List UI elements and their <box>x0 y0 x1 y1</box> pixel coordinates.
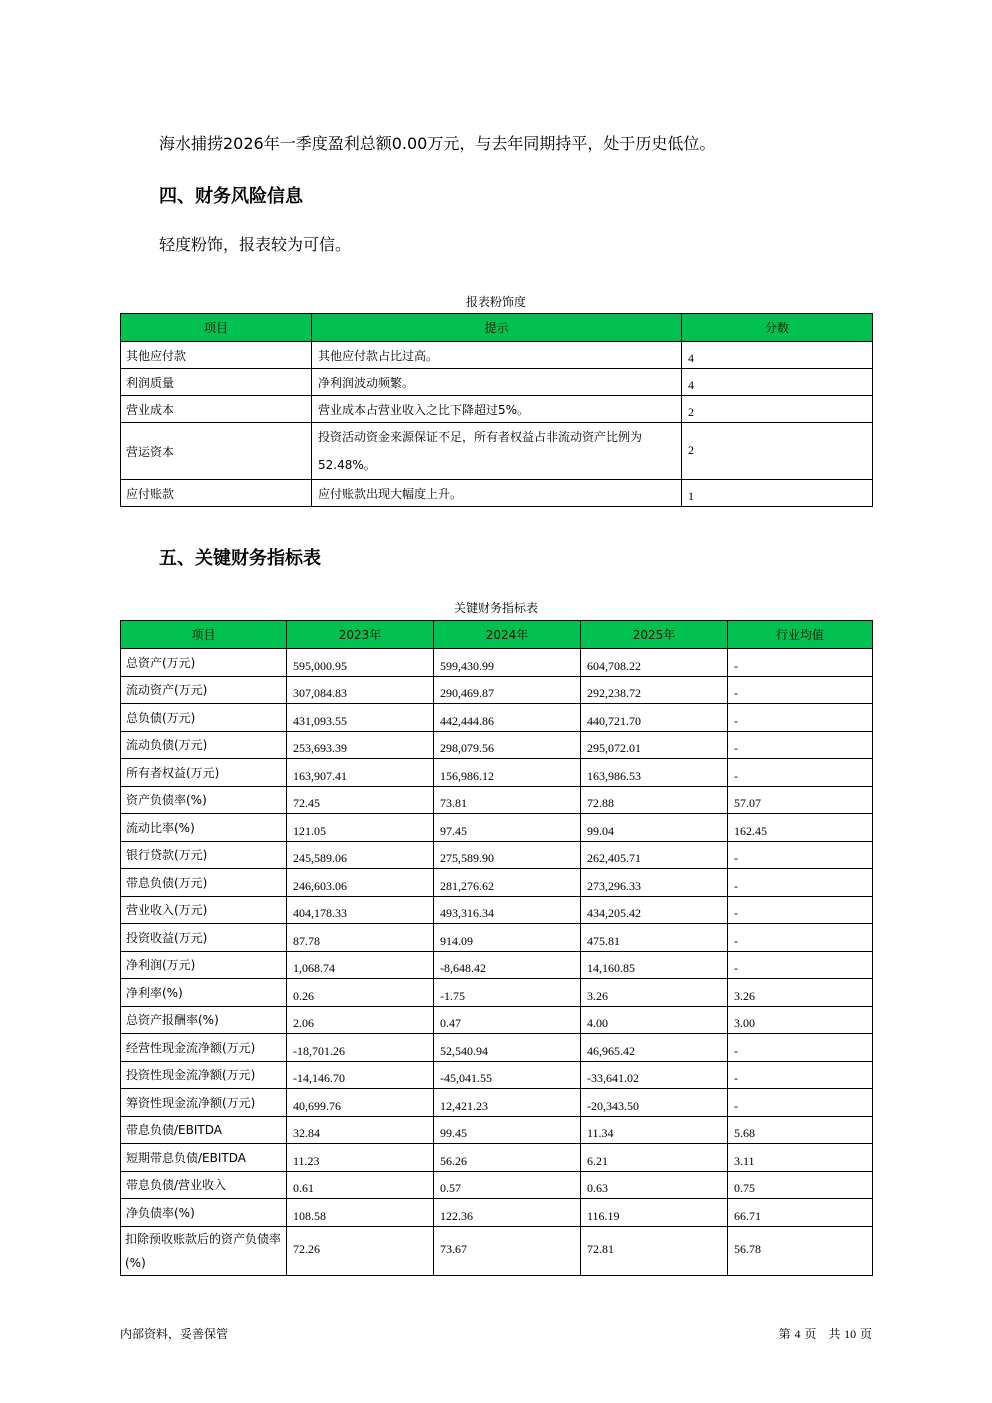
key-item: 短期带息负债/EBITDA <box>121 1144 287 1172</box>
table-row <box>121 1061 873 1089</box>
industry-average: - <box>728 676 873 704</box>
page-prefix: 第 <box>778 1327 791 1341</box>
value-2025: 295,072.01 <box>581 731 728 759</box>
industry-average: 5.68 <box>728 1116 873 1144</box>
key-item: 流动负债(万元) <box>121 731 287 759</box>
value-2025: 475.81 <box>581 924 728 952</box>
key-item: 总负债(万元) <box>121 704 287 732</box>
page-total: 10 <box>844 1327 857 1341</box>
key-header-industry-avg: 行业均值 <box>728 621 873 649</box>
value-2025: 163,986.53 <box>581 759 728 787</box>
table-row <box>121 676 873 704</box>
value-2024: 73.81 <box>434 786 581 814</box>
industry-average: 56.78 <box>728 1226 873 1275</box>
key-header-2024: 2024年 <box>434 621 581 649</box>
table-row <box>121 1226 873 1275</box>
value-2023: 0.26 <box>287 979 434 1007</box>
value-2024: 914.09 <box>434 924 581 952</box>
table-row <box>121 1116 873 1144</box>
value-2024: 298,079.56 <box>434 731 581 759</box>
industry-average: 57.07 <box>728 786 873 814</box>
value-2023: 11.23 <box>287 1144 434 1172</box>
risk-header-hint: 提示 <box>312 314 682 342</box>
table-row <box>121 731 873 759</box>
value-2025: 11.34 <box>581 1116 728 1144</box>
value-2025: 0.63 <box>581 1171 728 1199</box>
industry-average: - <box>728 1034 873 1062</box>
value-2024: 0.57 <box>434 1171 581 1199</box>
key-item: 所有者权益(万元) <box>121 759 287 787</box>
value-2024: 56.26 <box>434 1144 581 1172</box>
value-2024: 281,276.62 <box>434 869 581 897</box>
key-item: 总资产(万元) <box>121 649 287 677</box>
value-2023: 32.84 <box>287 1116 434 1144</box>
key-table-caption: 关键财务指标表 <box>453 601 538 615</box>
table-row <box>121 1144 873 1172</box>
value-2025: 99.04 <box>581 814 728 842</box>
industry-average: - <box>728 924 873 952</box>
key-item: 总资产报酬率(%) <box>121 1006 287 1034</box>
value-2025: 273,296.33 <box>581 869 728 897</box>
key-item: 净利润(万元) <box>121 951 287 979</box>
value-2023: 108.58 <box>287 1199 434 1227</box>
key-item: 净利率(%) <box>121 979 287 1007</box>
value-2024: 73.67 <box>434 1226 581 1275</box>
industry-average: - <box>728 649 873 677</box>
value-2023: 253,693.39 <box>287 731 434 759</box>
table-row <box>121 759 873 787</box>
section-4-heading: 四、财务风险信息 <box>159 186 303 207</box>
key-item: 筹资性现金流净额(万元) <box>121 1089 287 1117</box>
value-2023: 431,093.55 <box>287 704 434 732</box>
key-item: 资产负债率(%) <box>121 786 287 814</box>
value-2025: 46,965.42 <box>581 1034 728 1062</box>
table-row <box>121 786 873 814</box>
value-2023: -14,146.70 <box>287 1061 434 1089</box>
industry-average: - <box>728 1089 873 1117</box>
table-row <box>121 423 873 480</box>
risk-header-score: 分数 <box>682 314 873 342</box>
risk-hint: 其他应付款占比过高。 <box>312 342 682 369</box>
industry-average: 162.45 <box>728 814 873 842</box>
risk-hint: 营业成本占营业收入之比下降超过5%。 <box>312 396 682 423</box>
industry-average: 0.75 <box>728 1171 873 1199</box>
table-row <box>121 1089 873 1117</box>
table-row <box>121 896 873 924</box>
value-2025: 292,238.72 <box>581 676 728 704</box>
value-2024: 599,430.99 <box>434 649 581 677</box>
footer-confidential-note: 内部资料，妥善保管 <box>120 1327 229 1341</box>
table-row <box>121 869 873 897</box>
value-2024: 442,444.86 <box>434 704 581 732</box>
key-item: 带息负债/营业收入 <box>121 1171 287 1199</box>
table-row <box>121 1171 873 1199</box>
value-2024: 99.45 <box>434 1116 581 1144</box>
table-row <box>121 979 873 1007</box>
value-2023: 87.78 <box>287 924 434 952</box>
value-2025: 440,721.70 <box>581 704 728 732</box>
risk-header-item: 项目 <box>121 314 312 342</box>
value-2025: -33,641.02 <box>581 1061 728 1089</box>
value-2023: 404,178.33 <box>287 896 434 924</box>
risk-table-header <box>121 314 873 342</box>
value-2023: 307,084.83 <box>287 676 434 704</box>
key-header-2023: 2023年 <box>287 621 434 649</box>
value-2025: 6.21 <box>581 1144 728 1172</box>
value-2024: 52,540.94 <box>434 1034 581 1062</box>
risk-score: 2 <box>682 396 873 423</box>
value-2023: 246,603.06 <box>287 869 434 897</box>
value-2025: 3.26 <box>581 979 728 1007</box>
key-item: 营业收入(万元) <box>121 896 287 924</box>
key-item: 流动资产(万元) <box>121 676 287 704</box>
industry-average: - <box>728 731 873 759</box>
table-row <box>121 814 873 842</box>
section-5-heading: 五、关键财务指标表 <box>159 548 321 569</box>
risk-item: 应付账款 <box>121 480 312 507</box>
key-item: 经营性现金流净额(万元) <box>121 1034 287 1062</box>
industry-average: - <box>728 759 873 787</box>
footer-page-number <box>779 1325 872 1342</box>
table-row <box>121 841 873 869</box>
industry-average: 3.00 <box>728 1006 873 1034</box>
value-2025: 434,205.42 <box>581 896 728 924</box>
value-2024: 122.36 <box>434 1199 581 1227</box>
value-2024: 97.45 <box>434 814 581 842</box>
risk-table <box>120 313 873 507</box>
risk-hint: 净利润波动频繁。 <box>312 369 682 396</box>
table-row <box>121 924 873 952</box>
table-row <box>121 649 873 677</box>
risk-item: 其他应付款 <box>121 342 312 369</box>
key-item: 带息负债/EBITDA <box>121 1116 287 1144</box>
page-current: 4 <box>794 1327 801 1341</box>
risk-hint: 应付账款出现大幅度上升。 <box>312 480 682 507</box>
value-2024: 156,986.12 <box>434 759 581 787</box>
value-2024: 0.47 <box>434 1006 581 1034</box>
key-item: 扣除预收账款后的资产负债率(%) <box>121 1226 287 1275</box>
table-row <box>121 951 873 979</box>
key-item: 带息负债(万元) <box>121 869 287 897</box>
value-2024: 493,316.34 <box>434 896 581 924</box>
risk-item: 营运资本 <box>121 423 312 480</box>
industry-average: 3.26 <box>728 979 873 1007</box>
table-row <box>121 1006 873 1034</box>
risk-table-caption: 报表粉饰度 <box>465 295 526 309</box>
value-2023: 40,699.76 <box>287 1089 434 1117</box>
value-2024: -45,041.55 <box>434 1061 581 1089</box>
value-2025: 116.19 <box>581 1199 728 1227</box>
table-row <box>121 342 873 369</box>
value-2023: 245,589.06 <box>287 841 434 869</box>
key-item: 流动比率(%) <box>121 814 287 842</box>
industry-average: - <box>728 951 873 979</box>
value-2024: -8,648.42 <box>434 951 581 979</box>
value-2023: 163,907.41 <box>287 759 434 787</box>
key-item: 投资性现金流净额(万元) <box>121 1061 287 1089</box>
industry-average: - <box>728 896 873 924</box>
value-2025: 4.00 <box>581 1006 728 1034</box>
risk-score: 2 <box>682 423 873 480</box>
value-2023: 121.05 <box>287 814 434 842</box>
table-row <box>121 704 873 732</box>
value-2025: 14,160.85 <box>581 951 728 979</box>
table-row <box>121 1199 873 1227</box>
value-2024: 275,589.90 <box>434 841 581 869</box>
table-row <box>121 1034 873 1062</box>
industry-average: 66.71 <box>728 1199 873 1227</box>
industry-average: - <box>728 704 873 732</box>
table-row <box>121 396 873 423</box>
industry-average: - <box>728 1061 873 1089</box>
table-row <box>121 480 873 507</box>
risk-score: 1 <box>682 480 873 507</box>
value-2024: 12,421.23 <box>434 1089 581 1117</box>
key-header-item: 项目 <box>121 621 287 649</box>
value-2025: 72.88 <box>581 786 728 814</box>
risk-item: 营业成本 <box>121 396 312 423</box>
key-metrics-table <box>120 620 873 1276</box>
risk-score: 4 <box>682 369 873 396</box>
risk-score: 4 <box>682 342 873 369</box>
value-2023: 72.26 <box>287 1226 434 1275</box>
risk-summary-paragraph: 轻度粉饰，报表较为可信。 <box>159 235 352 254</box>
summary-paragraph: 海水捕捞2026年一季度盈利总额0.00万元，与去年同期持平，处于历史低位。 <box>159 134 716 153</box>
value-2023: -18,701.26 <box>287 1034 434 1062</box>
value-2025: 604,708.22 <box>581 649 728 677</box>
key-item: 银行贷款(万元) <box>121 841 287 869</box>
value-2023: 72.45 <box>287 786 434 814</box>
value-2024: 290,469.87 <box>434 676 581 704</box>
risk-hint: 投资活动资金来源保证不足，所有者权益占非流动资产比例为52.48%。 <box>312 423 682 480</box>
value-2023: 2.06 <box>287 1006 434 1034</box>
page-mid: 页 共 <box>804 1327 841 1341</box>
value-2023: 1,068.74 <box>287 951 434 979</box>
table-row <box>121 369 873 396</box>
value-2025: 72.81 <box>581 1226 728 1275</box>
industry-average: 3.11 <box>728 1144 873 1172</box>
page-suffix: 页 <box>859 1327 872 1341</box>
key-table-header <box>121 621 873 649</box>
value-2024: -1.75 <box>434 979 581 1007</box>
industry-average: - <box>728 869 873 897</box>
key-header-2025: 2025年 <box>581 621 728 649</box>
industry-average: - <box>728 841 873 869</box>
value-2025: 262,405.71 <box>581 841 728 869</box>
key-item: 投资收益(万元) <box>121 924 287 952</box>
value-2023: 595,000.95 <box>287 649 434 677</box>
key-item: 净负债率(%) <box>121 1199 287 1227</box>
risk-item: 利润质量 <box>121 369 312 396</box>
value-2023: 0.61 <box>287 1171 434 1199</box>
value-2025: -20,343.50 <box>581 1089 728 1117</box>
